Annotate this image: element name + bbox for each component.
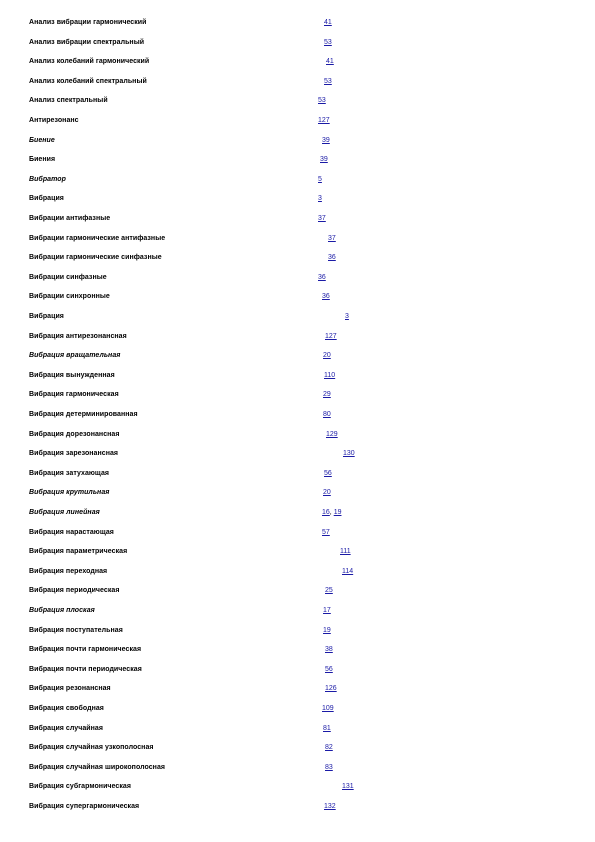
page-references [324,75,332,89]
page-references [342,780,354,794]
page-link[interactable]: 127 [318,117,330,124]
index-entry [0,428,595,442]
page-references [318,114,330,128]
index-entry [0,447,595,461]
page-references [322,506,341,520]
index-term: Вибрация вращательная [29,352,121,360]
index-entry [0,506,595,520]
index-entry [0,55,595,69]
index-term: Вибрация крутильная [29,489,110,497]
page-references [326,428,338,442]
page-link[interactable]: 57 [322,528,330,536]
page-link[interactable]: 37 [328,234,336,242]
page-link[interactable]: 25 [325,587,333,595]
page-references [323,722,331,736]
page-references [318,94,326,108]
page-references [324,16,332,30]
page-references [318,212,326,226]
index-entry [0,780,595,794]
page-separator: , [329,509,334,516]
index-term: Вибрация поступательная [29,626,123,634]
index-term: Антирезонанс [29,117,79,124]
index-term: Вибрация антирезонансная [29,332,127,340]
page-link[interactable]: 37 [318,215,326,222]
index-term: Вибратор [29,175,66,183]
page-link[interactable]: 5 [318,175,322,183]
page-references [340,545,351,559]
index-term: Вибрация случайная [29,724,103,732]
page-references [323,624,331,638]
page-references [323,408,331,422]
index-term: Вибрация [29,313,64,320]
index-entry [0,486,595,500]
index-entry [0,800,595,814]
index-entry [0,290,595,304]
index-entry [0,134,595,148]
page-link[interactable]: 53 [318,97,326,105]
index-entry [0,624,595,638]
page-link[interactable]: 19 [333,509,342,516]
page-references [325,761,333,775]
index-term: Биения [29,156,56,164]
page-link[interactable]: 39 [320,156,328,164]
page-link[interactable]: 38 [325,646,333,654]
index-term: Анализ колебаний гармонический [29,58,150,66]
index-term: Анализ вибрации гармонический [29,19,147,26]
index-term: Вибрация дорезонансная [29,430,120,438]
page-link[interactable]: 81 [323,724,331,732]
page-references [324,369,335,383]
page-link[interactable]: 53 [324,38,332,46]
page-references [324,36,332,50]
index-term: Вибрация [29,195,64,203]
index-entry [0,526,595,540]
index-entry [0,741,595,755]
index-entry [0,604,595,618]
index-entry [0,16,595,30]
page-references [318,271,326,285]
page-references [323,604,331,618]
page-link[interactable]: 20 [323,489,331,497]
page-link[interactable]: 56 [325,665,333,673]
index-entry [0,682,595,696]
page-link[interactable]: 19 [323,626,331,634]
page-link[interactable]: 16 [322,509,330,516]
index-term: Вибрация субгармоническая [29,783,131,791]
index-term: Анализ спектральный [29,97,108,105]
page-references [325,682,337,696]
page-link[interactable]: 36 [322,293,330,301]
index-term: Вибрация периодическая [29,587,120,595]
page-references [326,55,334,69]
page-link[interactable]: 3 [345,313,349,320]
page-link[interactable]: 129 [326,430,338,438]
index-term: Вибрация зарезонансная [29,450,119,458]
page-link[interactable]: 39 [322,136,330,144]
page-link[interactable]: 127 [325,332,337,340]
index-entry [0,408,595,422]
index-entry [0,584,595,598]
index-term: Вибрация линейная [29,509,100,516]
page-references [324,467,332,481]
page-link[interactable]: 126 [325,685,337,693]
page-link[interactable]: 36 [328,254,336,262]
page-references [345,310,349,324]
index-entry [0,232,595,246]
page-link[interactable]: 111 [340,548,351,556]
index-term: Вибрация свободная [29,705,104,712]
index-term: Вибрации гармонические антифазные [29,234,166,242]
page-references [325,330,337,344]
page-link[interactable]: 41 [326,58,334,66]
page-link[interactable]: 114 [342,567,354,575]
page-link[interactable]: 17 [323,607,331,614]
page-references [322,702,334,716]
index-entry [0,94,595,108]
index-term: Вибрации гармонические синфазные [29,254,162,262]
index-entry [0,722,595,736]
page-references [322,134,330,148]
index-term: Вибрация почти гармоническая [29,646,142,654]
index-entry [0,36,595,50]
page-references [318,192,322,206]
index-term: Вибрация переходная [29,567,108,575]
index-term: Вибрации антифазные [29,215,111,222]
index-entry [0,271,595,285]
index-term: Вибрация параметрическая [29,548,128,556]
index-term: Вибрация детерминированная [29,411,138,418]
index-entry [0,467,595,481]
index-term: Вибрации синхронные [29,293,110,301]
index-entry [0,349,595,363]
index-entry [0,251,595,265]
index-entry [0,192,595,206]
page-references [328,251,336,265]
page-references [325,643,333,657]
index-entry [0,114,595,128]
page-link[interactable]: 109 [322,705,334,712]
page-link[interactable]: 130 [343,450,355,458]
page-link[interactable]: 131 [342,783,354,791]
page-references [325,741,333,755]
page-references [325,663,333,677]
index-entry [0,75,595,89]
page-link[interactable]: 82 [325,744,333,752]
index-term: Биение [29,136,55,144]
index-entry [0,388,595,402]
page-references [328,232,336,246]
index-term: Вибрация резонансная [29,685,111,693]
index-entry [0,643,595,657]
index-entry [0,565,595,579]
index-term: Анализ колебаний спектральный [29,77,147,85]
page-references [322,290,330,304]
index-term: Вибрация супергармоническая [29,803,140,810]
index-entry [0,173,595,187]
index-term: Вибрации синфазные [29,273,107,281]
index-entry [0,153,595,167]
index-term: Вибрация вынужденная [29,371,115,379]
page-references [343,447,355,461]
index-term: Вибрация почти периодическая [29,665,142,673]
page-link[interactable]: 36 [318,273,326,281]
page-references [342,565,353,579]
page-references [323,388,331,402]
index-entry [0,369,595,383]
index-entry [0,545,595,559]
index-entry [0,663,595,677]
page-link[interactable]: 132 [324,803,336,810]
page-references [323,486,331,500]
index-entry [0,310,595,324]
page-link[interactable]: 56 [324,469,332,477]
page-link[interactable]: 29 [323,391,331,399]
page-link[interactable]: 20 [323,352,331,360]
index-entry [0,212,595,226]
page-references [325,584,333,598]
page-link[interactable]: 3 [318,195,322,203]
index-entry [0,761,595,775]
index-entry [0,330,595,344]
index-term: Вибрация гармоническая [29,391,119,399]
page-references [318,173,322,187]
page-references [322,526,330,540]
page-references [324,800,336,814]
page-references [320,153,328,167]
index-entry [0,702,595,716]
index-term: Вибрация затухающая [29,469,110,477]
index-term: Вибрация нарастающая [29,528,114,536]
page-link[interactable]: 80 [323,411,331,418]
index-term: Вибрация случайная широкополосная [29,763,166,771]
page-link[interactable]: 83 [325,763,333,771]
page-link[interactable]: 41 [324,19,332,26]
page-link[interactable]: 53 [324,77,332,85]
page-references [323,349,331,363]
index-term: Вибрация плоская [29,607,95,614]
index-term: Анализ вибрации спектральный [29,38,145,46]
page-link[interactable]: 110 [324,371,336,379]
index-term: Вибрация случайная узкополосная [29,744,154,752]
